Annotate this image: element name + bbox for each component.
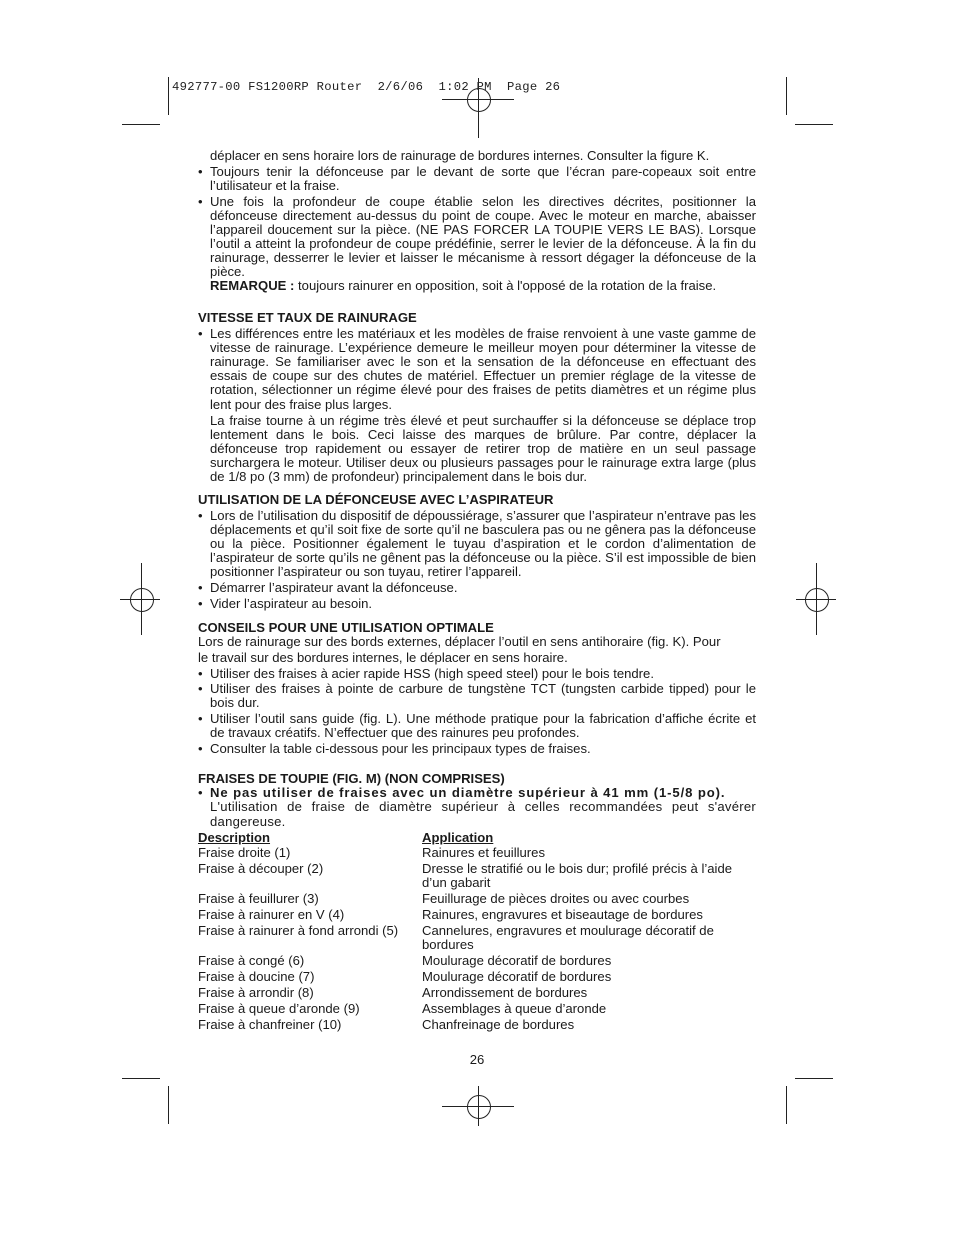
crop-mark-top-left-h bbox=[122, 124, 160, 125]
table-cell: Rainures et feuillures bbox=[422, 845, 545, 861]
table-cell: Chanfreinage de bordures bbox=[422, 1016, 575, 1032]
table-cell: Fraise à rainurer en V (4) bbox=[198, 907, 345, 923]
bits-table bbox=[198, 831, 756, 1032]
table-cell: Moulurage décoratif de bordures bbox=[422, 969, 612, 985]
list-item: • Vider l’aspirateur au besoin. bbox=[198, 595, 373, 611]
table-cell: Assemblages à queue d’aronde bbox=[422, 1000, 607, 1016]
crop-mark-bottom-right-h bbox=[795, 1078, 833, 1079]
list-item: • Lors de l’utilisation du dispositif de dépoussiérage, s’assurer que l’aspirateur n’entrave pas les déplacements et qu’il soit fixe de sorte qu’il ne basculera pas ou ne gênera pas la défonceuse ou la pièce. Positionner également le tuyau d’aspiration et le cordon d’alimentation de l’aspirateur de sorte qu’ils ne gênent pas la défonceuse ou la pièce. S’il est impossible de bien positionner l’aspirateur ou son tuyau, retirer l’appareil. bbox=[198, 507, 756, 580]
print-slug: 492777-00 FS1200RP Router 2/6/06 1:02 PM Page 26 bbox=[172, 80, 561, 94]
crop-mark-top-right-h bbox=[795, 124, 833, 125]
warning: • Ne pas utiliser de fraises avec un diamètre supérieur à 41 mm (1-5/8 po). bbox=[198, 785, 726, 801]
table-cell: Fraise droite (1) bbox=[198, 845, 291, 861]
column-header-description: Description bbox=[198, 829, 271, 845]
section-heading-vitesse: VITESSE ET TAUX DE RAINURAGE bbox=[198, 310, 417, 326]
section-heading-conseils: CONSEILS POUR UNE UTILISATION OPTIMALE bbox=[198, 619, 494, 635]
crop-mark-bottom-left-h bbox=[122, 1078, 160, 1079]
continuation-text: déplacer en sens horaire lors de rainurage de bordures internes. Consulter la figure K. bbox=[210, 148, 710, 163]
crop-mark-top-left-v bbox=[168, 77, 169, 115]
list-item: • Les différences entre les matériaux et les modèles de fraise renvoient à une vaste gamme de vitesse de rainurage. L’expérience demeure le meilleur moyen pour déterminer la vitesse de rainurage. Se familiariser avec le son et la sensation de la défonceuse en effectuant des essais de coupe sur des chutes de matériel. Effectuer un premier réglage de la vitesse de rotation, sélectionner un régime élevé pour des fraises de petits diamètres et un régime plus lent pour des fraise plus larges. bbox=[198, 326, 756, 412]
warning-text: L'utilisation de fraise de diamètre supérieur à celles recommandées peut s'avérer dangereuse. bbox=[210, 799, 756, 829]
table-cell: Fraise à feuillurer (3) bbox=[198, 891, 319, 907]
page-number: 26 bbox=[469, 1052, 485, 1067]
note-label: REMARQUE : bbox=[210, 278, 295, 294]
table-cell: Rainures, engravures et biseautage de bordures bbox=[422, 907, 703, 923]
registration-mark-left bbox=[120, 563, 160, 635]
list-item: • Utiliser l’outil sans guide (fig. L). Une méthode pratique pour la fabrication d’affiche écrite et de travaux créatifs. N’effectuer que des rainures peu profondes. bbox=[198, 711, 756, 741]
list-item: • Utiliser des fraises à acier rapide HSS (high speed steel) pour le bois tendre. bbox=[198, 665, 654, 681]
list-item: • Consulter la table ci-dessous pour les principaux types de fraises. bbox=[198, 741, 591, 757]
section-heading-fraises: FRAISES DE TOUPIE (FIG. M) (NON COMPRISES) bbox=[198, 771, 505, 787]
page-content bbox=[198, 149, 756, 1032]
paragraph: La fraise tourne à un régime très élevé et peut surchauffer si la défonceuse se déplace trop lentement dans le bois. Ceci laisse des marques de brûlure. Par contre, déplacer la défonceuse trop rapidement ou essayer de retirer trop de matière en un seul passage surchargera le moteur. Utiliser deux ou plusieurs passages pour le rainurage extra large (plus de 1/8 po (3 mm) de profondeur) principalement dans le bois dur. bbox=[210, 412, 756, 485]
crop-mark-bottom-left-v bbox=[168, 1086, 169, 1124]
paragraph: le travail sur des bordures internes, le déplacer en sens horaire. bbox=[198, 649, 568, 665]
table-cell: Arrondissement de bordures bbox=[422, 984, 588, 1000]
section-heading-aspirateur: UTILISATION DE LA DÉFONCEUSE AVEC L’ASPIRATEUR bbox=[198, 492, 554, 508]
registration-mark-right bbox=[796, 563, 836, 635]
paragraph: Lors de rainurage sur des bords externes, déplacer l’outil en sens antihoraire (fig. K). Pour bbox=[198, 634, 721, 650]
table-cell: Fraise à chanfreiner (10) bbox=[198, 1016, 342, 1032]
list-item: • Toujours tenir la défonceuse par le devant de sorte que l’écran pare-copeaux soit entre l’utilisateur et la fraise. bbox=[198, 163, 756, 193]
note-text: toujours rainurer en opposition, soit à l'opposé de la rotation de la fraise. bbox=[294, 278, 717, 294]
list-item: • Utiliser des fraises à pointe de carbure de tungstène TCT (tungsten carbide tipped) pour le bois dur. bbox=[198, 681, 756, 711]
list-item: • Démarrer l’aspirateur avant la défonceuse. bbox=[198, 580, 458, 596]
crop-mark-top-right-v bbox=[786, 77, 787, 115]
crop-mark-bottom-right-v bbox=[786, 1086, 787, 1124]
table-cell: Cannelures, engravures et moulurage décoratif de bordures bbox=[422, 923, 714, 953]
table-cell: Fraise à rainurer à fond arrondi (5) bbox=[198, 923, 399, 939]
table-cell: Fraise à doucine (7) bbox=[198, 969, 315, 985]
note bbox=[198, 279, 756, 293]
table-cell: Fraise à découper (2) bbox=[198, 861, 324, 877]
table-cell: Moulurage décoratif de bordures bbox=[422, 953, 612, 969]
table-cell: Fraise à congé (6) bbox=[198, 953, 305, 969]
table-cell: Feuillurage de pièces droites ou avec courbes bbox=[422, 891, 690, 907]
column-header-application: Application bbox=[422, 829, 494, 845]
warning-bold: Ne pas utiliser de fraises avec un diamètre supérieur à 41 mm (1-5/8 po). bbox=[210, 785, 726, 801]
registration-mark-bottom bbox=[442, 1086, 514, 1126]
list-item: • Une fois la profondeur de coupe établie selon les directives décrites, positionner la défonceuse directement au-dessus du point de coupe. Avec le moteur en marche, abaisser l’appareil doucement sur la pièce. (NE PAS FORCER LA TOUPIE VERS LE BAS). Lorsque l’outil a atteint la profondeur de coupe prédéfinie, serrer le levier de la défonceuse. À la fin du rainurage, desserrer le levier et laisser le mécanisme à ressort dégager la défonceuse de la pièce. bbox=[198, 193, 756, 280]
table-cell: Dresse le stratifié ou le bois dur; profilé précis à l’aide d’un gabarit bbox=[422, 861, 733, 891]
table-cell: Fraise à arrondir (8) bbox=[198, 984, 314, 1000]
table-cell: Fraise à queue d’aronde (9) bbox=[198, 1000, 360, 1016]
